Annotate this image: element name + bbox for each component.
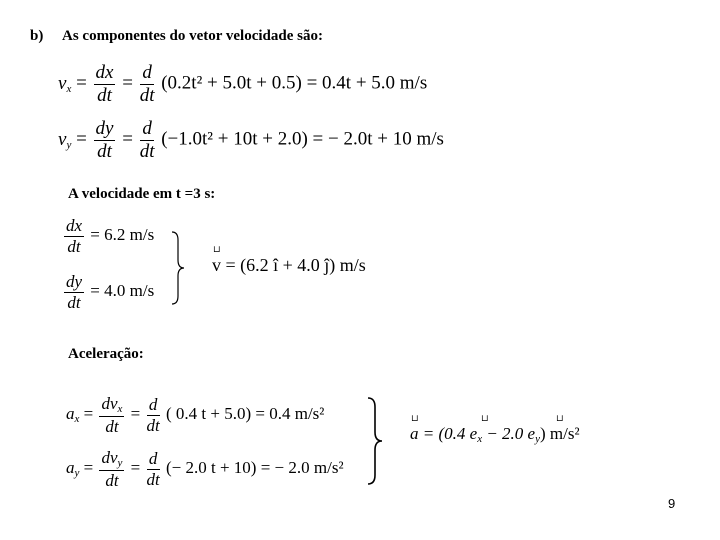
page-number: 9	[668, 496, 676, 511]
vy-equation: $v_y$ = $\frac{dy}{dt}$ = $\frac{d}{dt}$ (−1.0t² + 10t + 2.0) = − 2.0t + 10 m/s	[58, 118, 444, 162]
vx-equation: $v_x$ = $\frac{dx}{dt}$ = $\frac{d}{dt}$ (0.2t² + 5.0t + 0.5) = 0.4t + 5.0 m/s	[58, 62, 428, 106]
vector-arrow-icon: ⊔	[213, 244, 221, 254]
vx-symbol: $v_x$	[58, 72, 72, 95]
ay-rhs: (− 2.0 t + 10) = − 2.0 m/s²	[166, 458, 344, 477]
dydt-fraction: $\frac{dy}{dt}$	[66, 272, 83, 312]
ay-fraction-1: $\frac{dv_y}{dt}$	[101, 448, 123, 490]
vx-rhs: (0.2t² + 5.0t + 0.5) = 0.4t + 5.0 m/s	[161, 72, 428, 94]
ay-equation: $a_y$ = $\frac{dv_y}{dt}$ = $\frac{d}{dt}$ (− 2.0 t + 10) = − 2.0 m/s²	[66, 448, 344, 490]
vx-fraction-1: $\frac{dx}{dt}$	[95, 62, 114, 106]
velocity-vector: v = (6.2 î + 4.0 ĵ) m/s	[212, 255, 366, 275]
velocity-at-t-title: A velocidade em t =3 s:	[68, 186, 216, 202]
dxdt-fraction: $\frac{dx}{dt}$	[66, 216, 83, 256]
vy-rhs: (−1.0t² + 10t + 2.0) = − 2.0t + 10 m/s	[161, 128, 444, 150]
unit-vector-ex-icon: ⊔	[481, 413, 489, 423]
ax-rhs: ( 0.4 t + 5.0) = 0.4 m/s²	[166, 404, 325, 423]
vx-fraction-2: $\frac{d}{dt}$	[139, 62, 155, 106]
ax-equation: $a_x$ = $\frac{dv_x}{dt}$ = $\frac{d}{dt}$ ( 0.4 t + 5.0) = 0.4 m/s²	[66, 394, 325, 436]
vy-symbol: $v_y$	[58, 128, 72, 151]
vector-arrow-icon: ⊔	[411, 413, 419, 423]
acceleration-vector: a = (0.4 $e_x - 2.0$ $e_y$) m/s²	[410, 424, 580, 445]
unit-vector-ey-icon: ⊔	[556, 413, 564, 423]
ay-symbol: $a_y$	[66, 458, 80, 479]
ax-fraction-1: $\frac{dv_x}{dt}$	[101, 394, 123, 436]
velocity-brace	[170, 230, 186, 306]
vy-fraction-2: $\frac{d}{dt}$	[139, 118, 155, 162]
dydt-value: $\frac{dy}{dt}$ = 4.0 m/s	[66, 272, 155, 312]
acceleration-brace	[366, 396, 384, 486]
ax-fraction-2: $\frac{d}{dt}$	[146, 395, 160, 435]
ay-fraction-2: $\frac{d}{dt}$	[146, 449, 160, 489]
section-label: b)	[30, 28, 44, 44]
ax-symbol: $a_x$	[66, 404, 80, 425]
section-title: As componentes do vetor velocidade são:	[62, 28, 323, 44]
dxdt-value: $\frac{dx}{dt}$ = 6.2 m/s	[66, 216, 155, 256]
vy-fraction-1: $\frac{dy}{dt}$	[95, 118, 114, 162]
acceleration-title: Aceleração:	[68, 346, 144, 362]
